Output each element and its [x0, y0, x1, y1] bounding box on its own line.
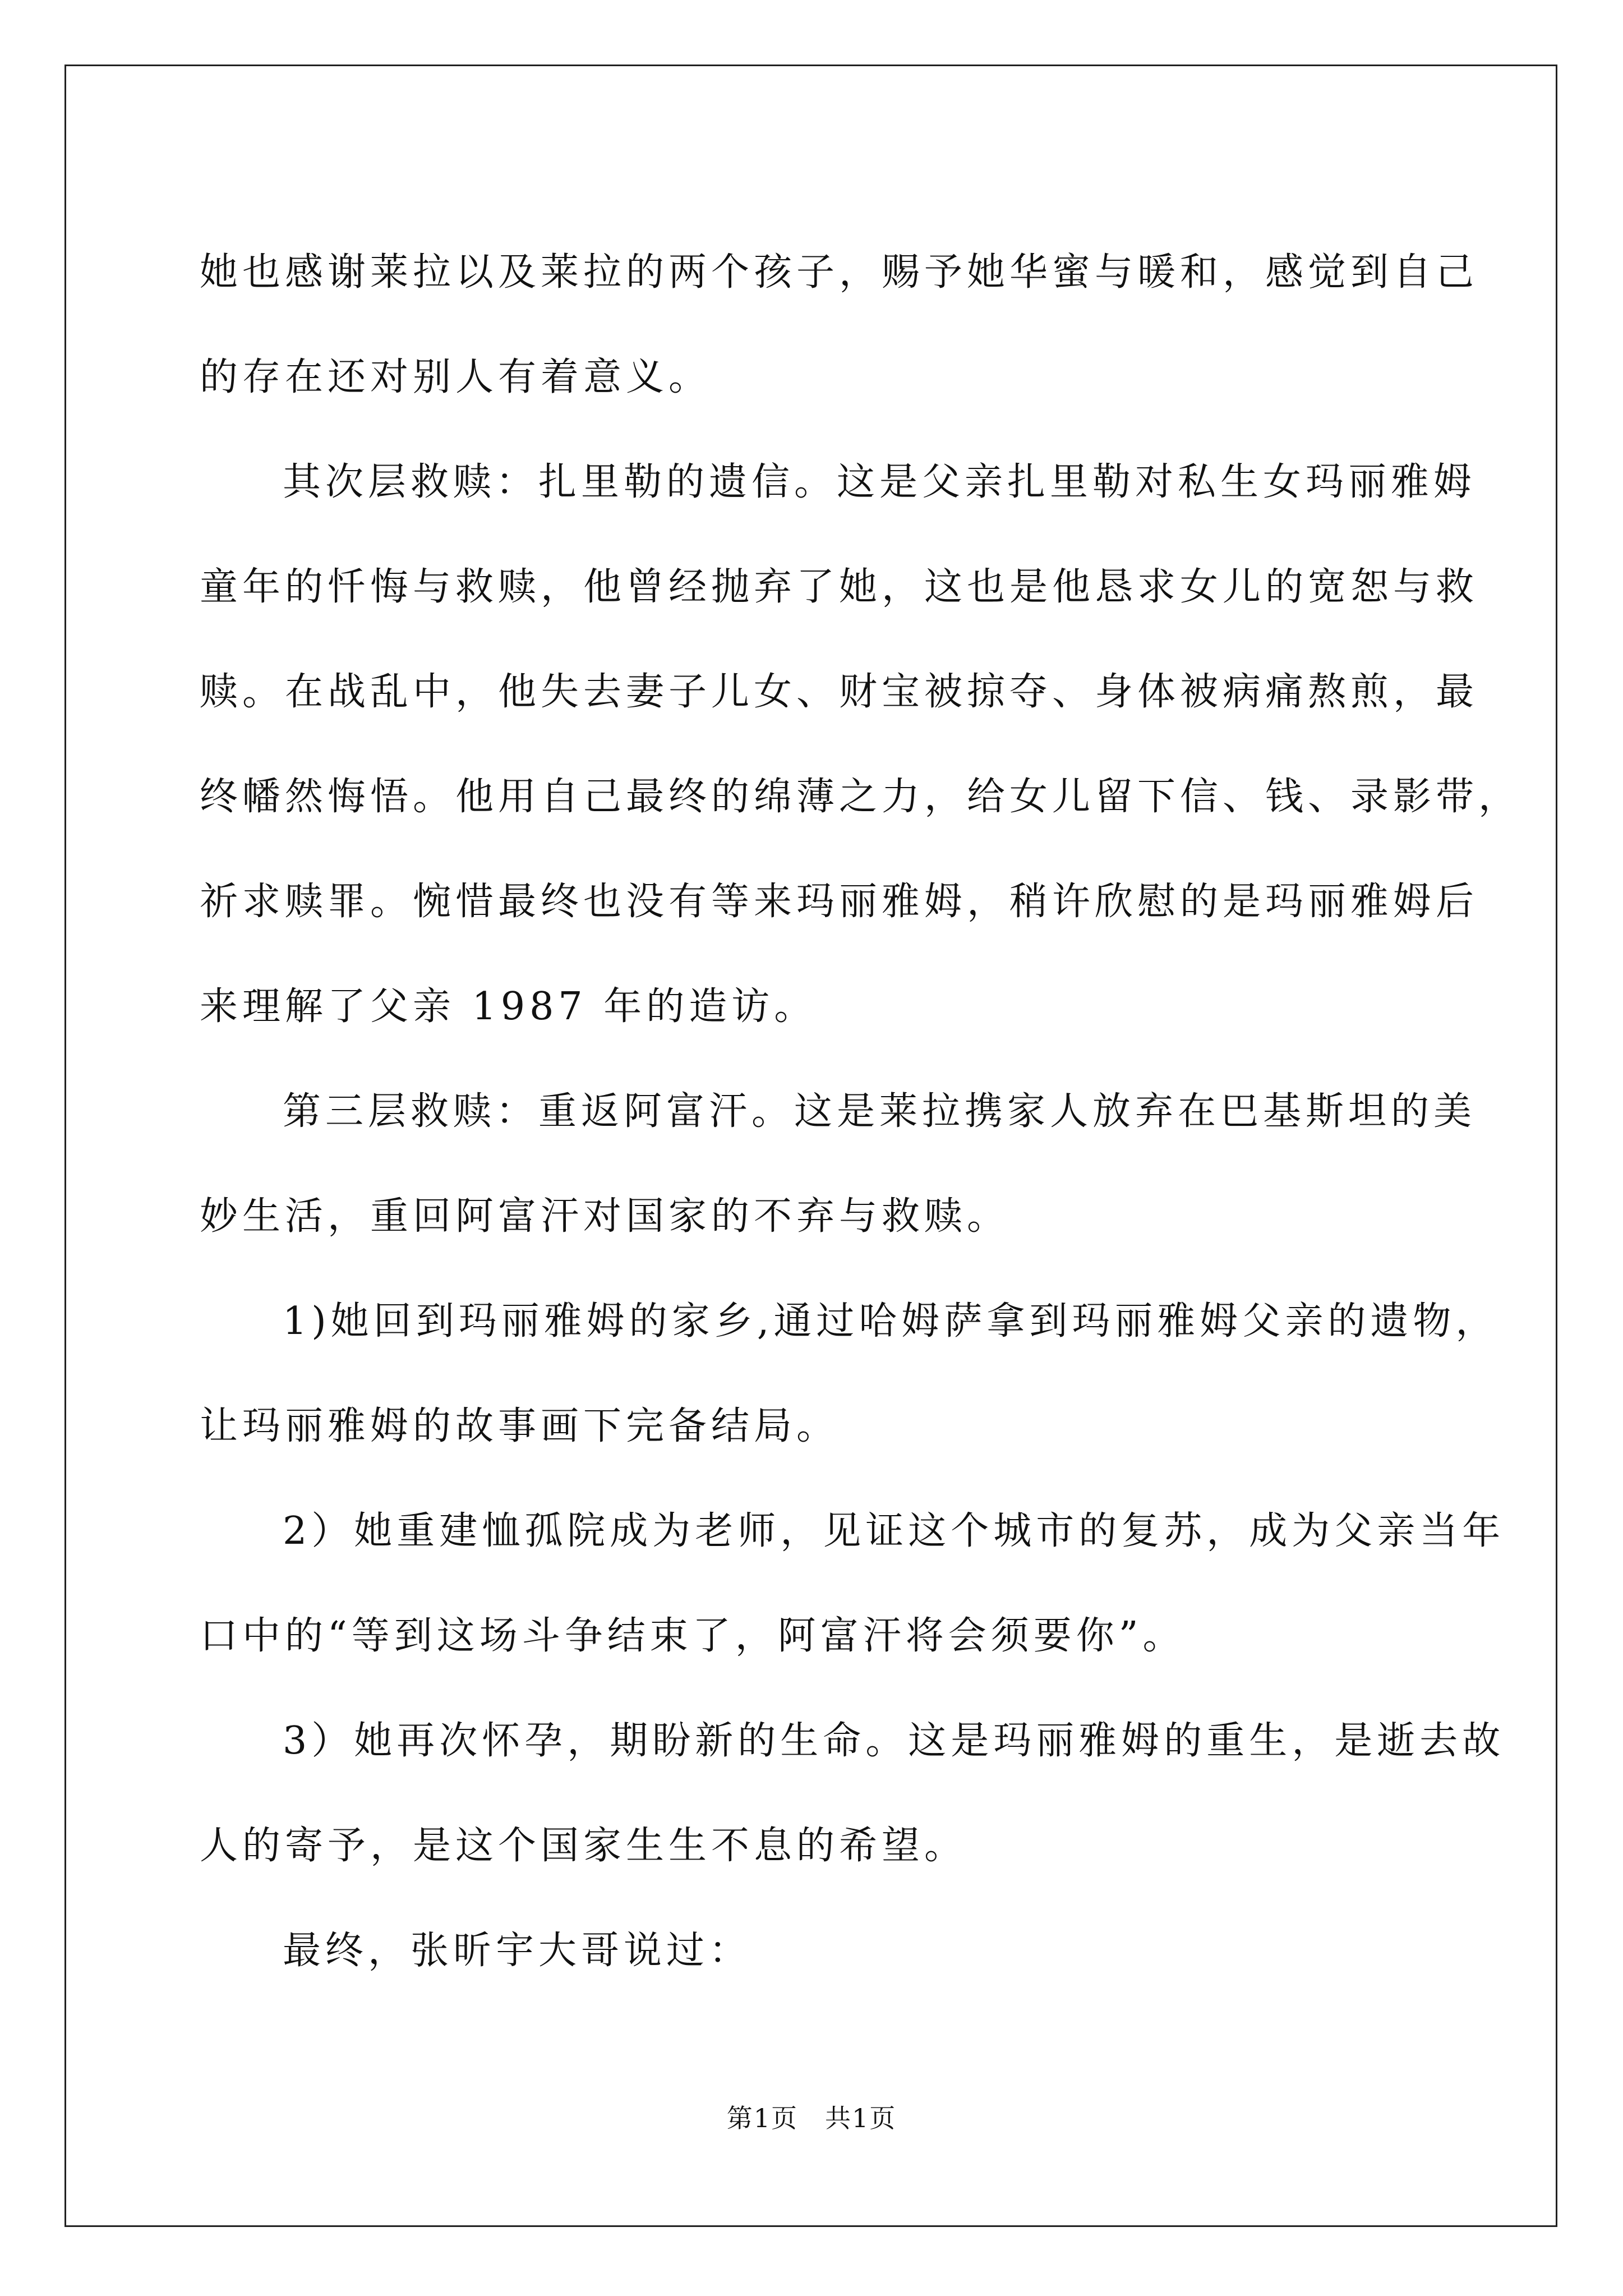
text-line: 她也感谢莱拉以及莱拉的两个孩子，赐予她华蜜与暖和，感觉到自己: [200, 250, 1479, 295]
text-line: 祈求赎罪。惋惜最终也没有等来玛丽雅姆，稍许欣慰的是玛丽雅姆后: [200, 880, 1479, 924]
text-line: 终幡然悔悟。他用自己最终的绵薄之力，给女儿留下信、钱、录影带，: [200, 775, 1521, 819]
text-block: [200, 220, 1521, 2003]
text-line: 妙生活，重回阿富汗对国家的不弃与救赎。: [200, 1194, 1010, 1239]
text-line: 2）她重建恤孤院成为老师，见证这个城市的复苏，成为父亲当年: [283, 1509, 1505, 1553]
text-line: 让玛丽雅姆的故事画下完备结局。: [200, 1404, 840, 1448]
text-line: 最终，张昕宇大哥说过：: [283, 1929, 752, 1973]
text-line: 第三层救赎：重返阿富汗。这是莱拉携家人放弃在巴基斯坦的美: [283, 1089, 1477, 1134]
text-line: 的存在还对别人有着意义。: [200, 355, 712, 399]
text-line: 其次层救赎：扎里勒的遗信。这是父亲扎里勒对私生女玛丽雅姆: [283, 460, 1477, 504]
text-line: 口中的“等到这场斗争结束了，阿富汗将会须要你”。: [200, 1614, 1186, 1658]
text-line: 赎。在战乱中，他失去妻子儿女、财宝被掠夺、身体被病痛熬煎，最: [200, 670, 1479, 714]
text-line: 来理解了父亲 1987 年的造访。: [200, 984, 817, 1029]
document-body: [200, 220, 1521, 2003]
text-line: 3）她再次怀孕，期盼新的生命。这是玛丽雅姆的重生，是逝去故: [283, 1719, 1505, 1763]
text-line: 1)她回到玛丽雅姆的家乡,通过哈姆萨拿到玛丽雅姆父亲的遗物，: [283, 1299, 1498, 1343]
text-line: 童年的忏悔与救赎，他曾经抛弃了她，这也是他恳求女儿的宽恕与救: [200, 565, 1479, 609]
text-line: 人的寄予，是这个国家生生不息的希望。: [200, 1824, 967, 1868]
page-number-footer: 第1页 共1页: [726, 2103, 897, 2133]
